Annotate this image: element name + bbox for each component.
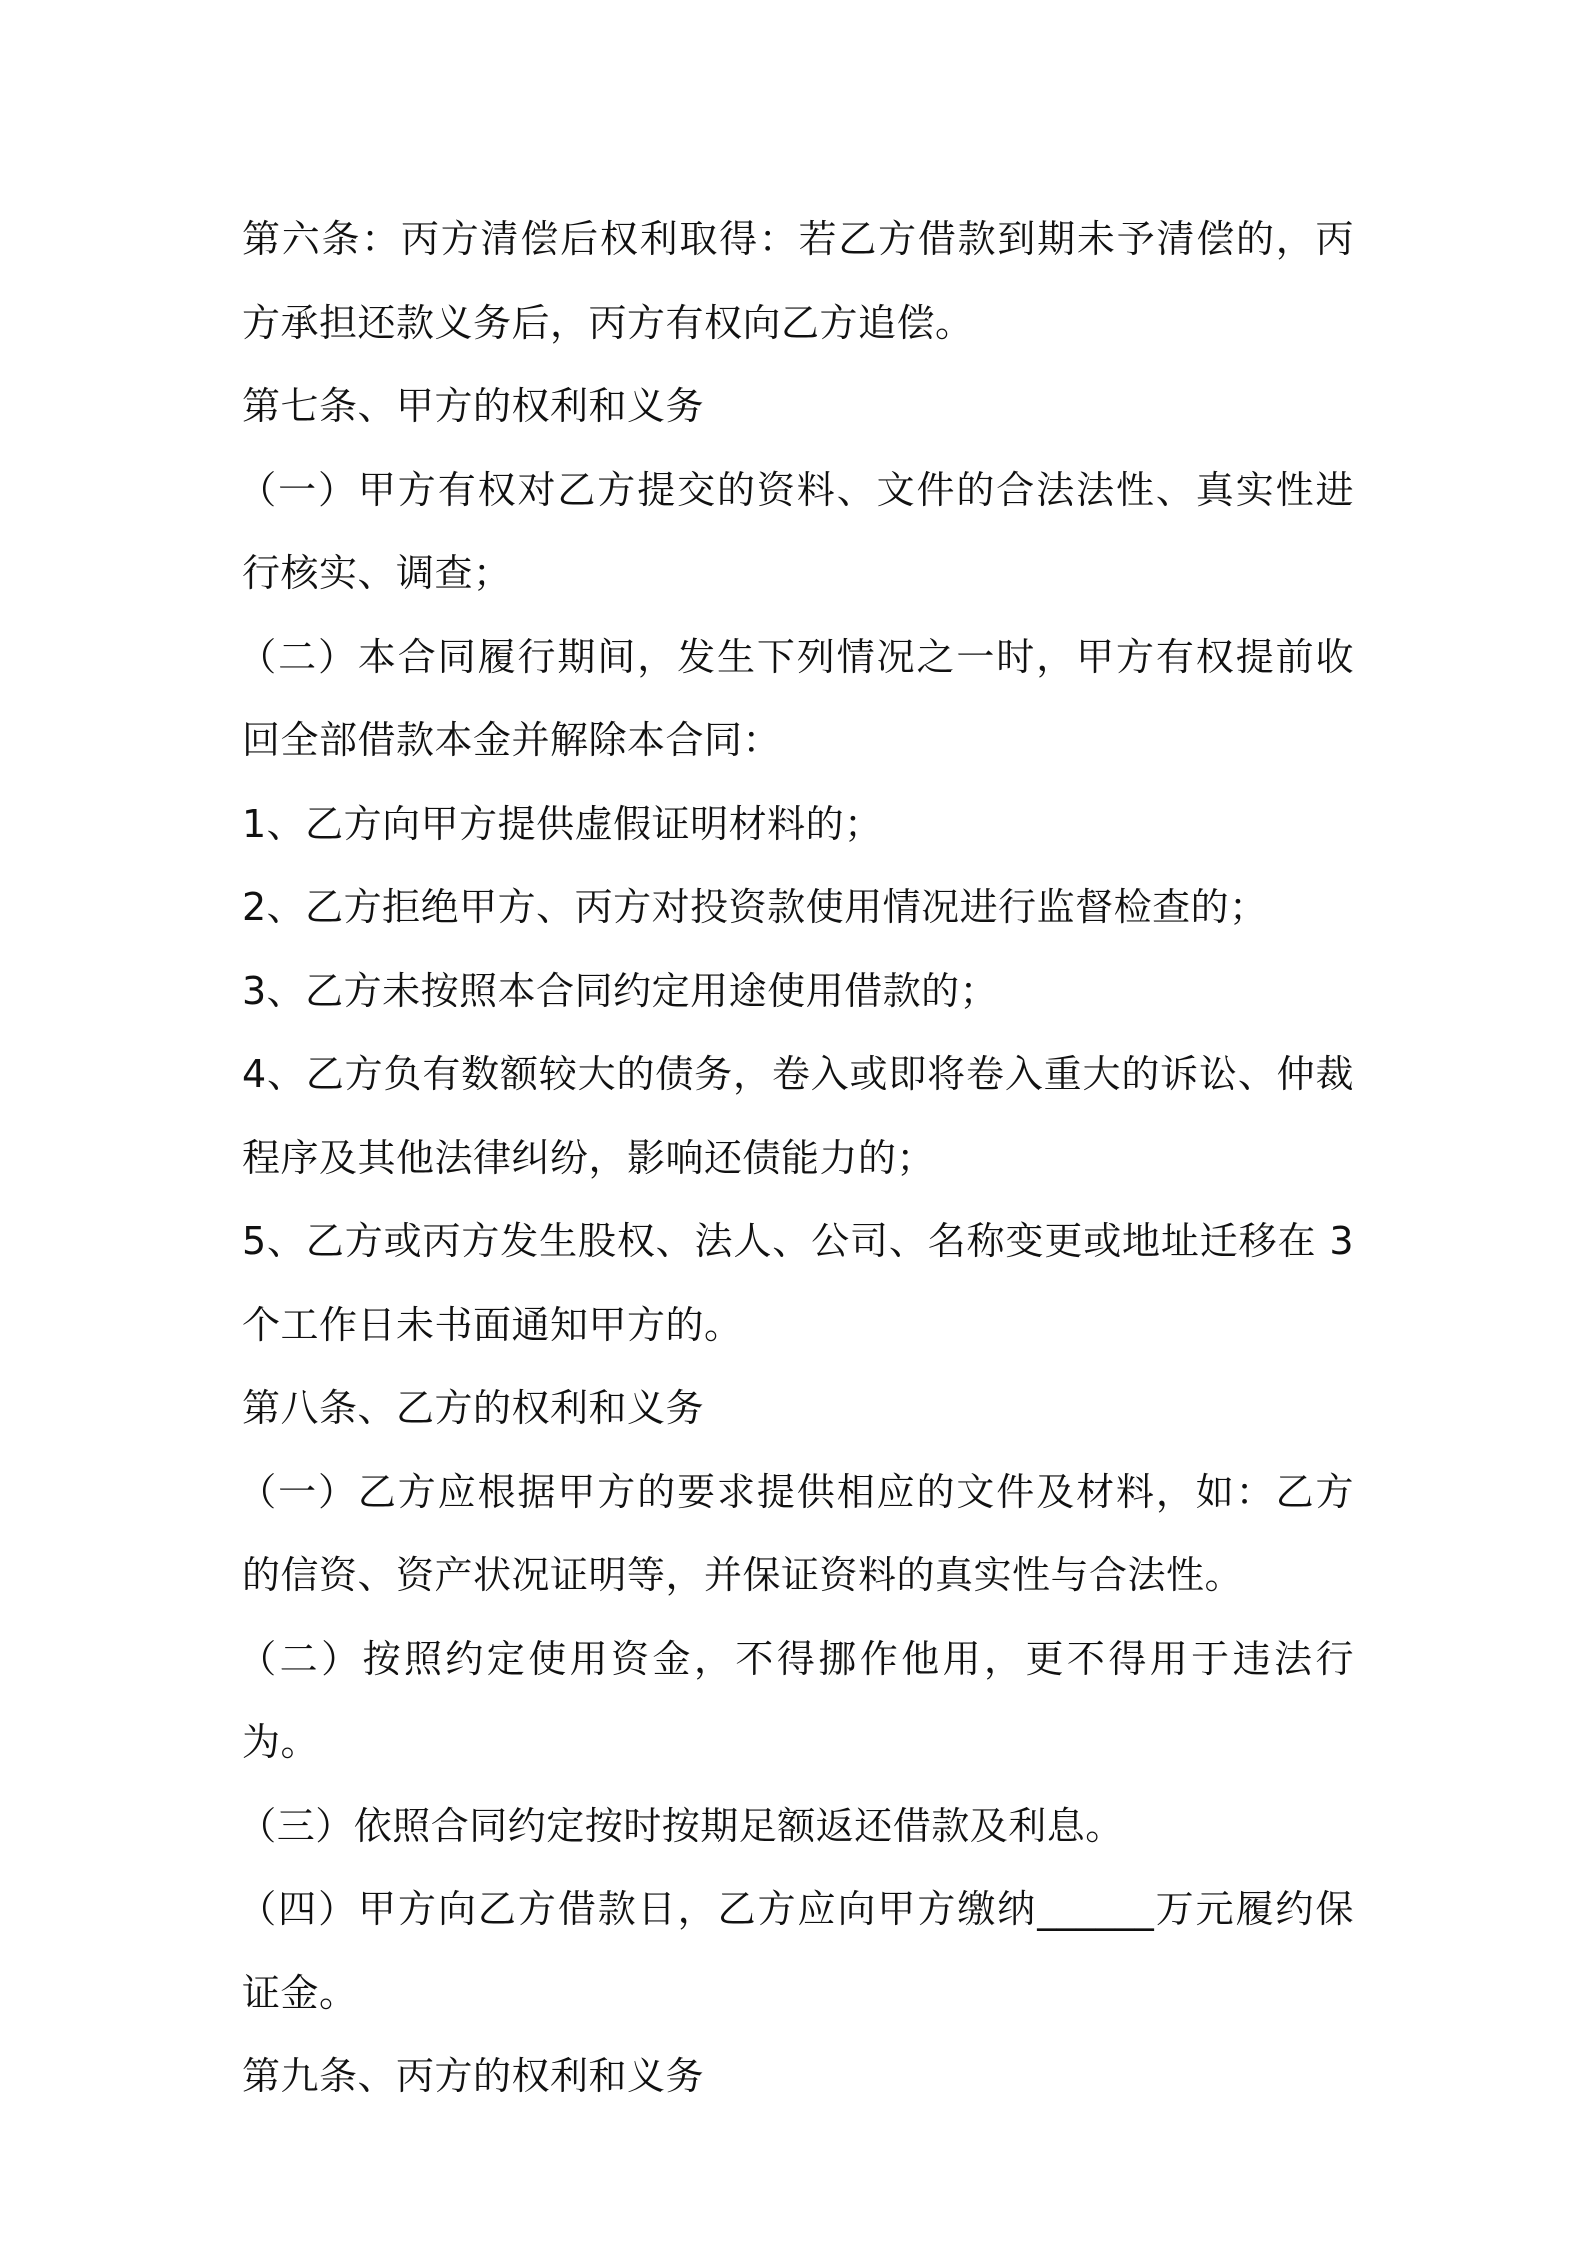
article-8-heading: 第八条、乙方的权利和义务 — [242, 1386, 705, 1430]
article-8-item-2: （二）按照约定使用资金，不得挪作他用，更不得用于违法行为。 — [238, 1636, 1354, 1764]
article-7-sub-item-3: 3、乙方未按照本合同约定用途使用借款的； — [242, 968, 999, 1013]
article-7-sub-item-4: 4、乙方负有数额较大的债务，卷入或即将卷入重大的诉讼、仲裁程序及其他法律纠纷，影响还债能力的； — [242, 1052, 1354, 1180]
document-body — [238, 198, 1354, 2119]
article-7-item-2: （二）本合同履行期间，发生下列情况之一时，甲方有权提前收回全部借款本金并解除本合同： — [238, 634, 1354, 762]
article-8-item-4: （四）甲方向乙方借款日，乙方应向甲方缴纳______万元履约保证金。 — [238, 1887, 1354, 2015]
article-7-sub-item-2: 2、乙方拒绝甲方、丙方对投资款使用情况进行监督检查的； — [242, 885, 1268, 929]
article-7-heading: 第七条、甲方的权利和义务 — [242, 384, 705, 428]
article-7-sub-item-5: 5、乙方或丙方发生股权、法人、公司、名称变更或地址迁移在 3 个工作日未书面通知甲方的。 — [242, 1219, 1354, 1347]
article-8-item-1: （一）乙方应根据甲方的要求提供相应的文件及材料，如：乙方的信资、资产状况证明等，并保证资料的真实性与合法性。 — [238, 1469, 1354, 1597]
article-9-heading: 第九条、丙方的权利和义务 — [242, 2054, 705, 2098]
article-7-sub-item-1: 1、乙方向甲方提供虚假证明材料的； — [242, 801, 883, 846]
article-7-item-1: （一）甲方有权对乙方提交的资料、文件的合法法性、真实性进行核实、调查； — [238, 467, 1354, 595]
article-6-paragraph: 第六条：丙方清偿后权利取得：若乙方借款到期未予清偿的，丙方承担还款义务后，丙方有权向乙方追偿。 — [242, 217, 1354, 345]
article-8-item-3: （三）依照合同约定按时按期足额返还借款及利息。 — [238, 1803, 1124, 1848]
